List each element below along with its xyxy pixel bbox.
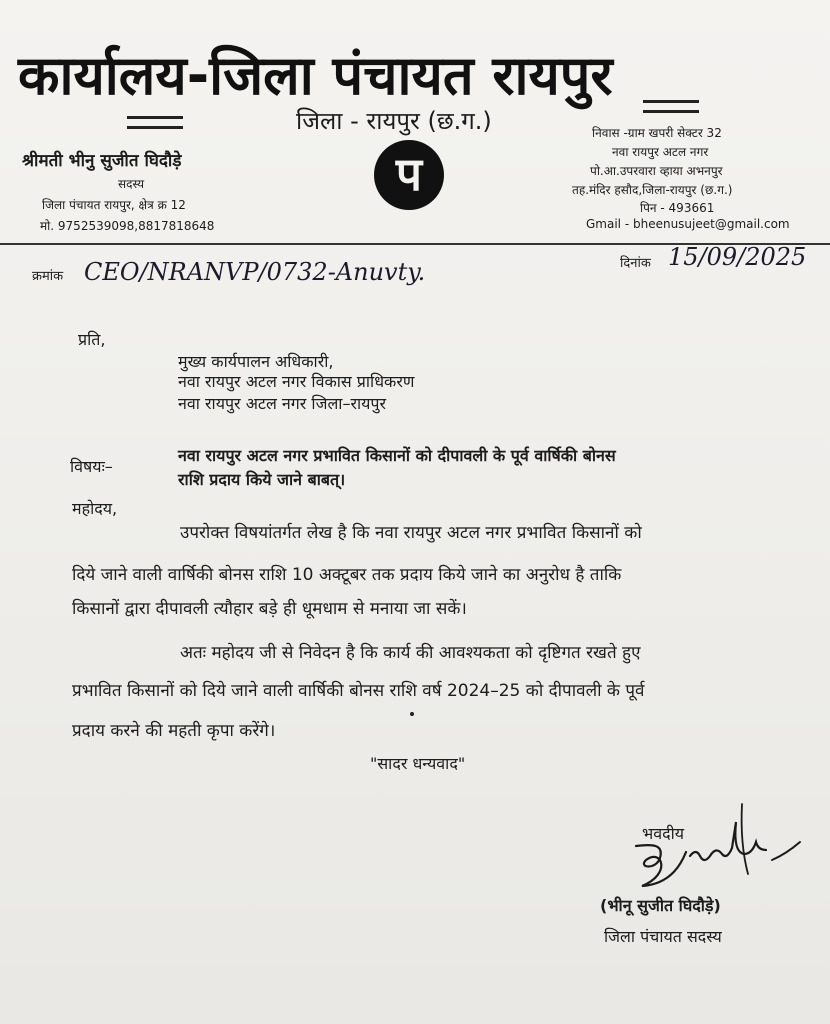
address-line-5: पिन - 493661 [640, 201, 715, 215]
logo-glyph-icon: प [395, 147, 423, 201]
address-line-4: तह.मंदिर हसौद,जिला-रायपुर (छ.ग.) [572, 183, 733, 197]
panchayat-logo [374, 140, 444, 210]
left-double-rule-bottom [127, 126, 183, 129]
subject-line-1: नवा रायपुर अटल नगर प्रभावित किसानों को दीपावली के पूर्व वार्षिकी बोनस [178, 446, 616, 465]
member-role: सदस्य [118, 177, 145, 191]
paragraph-1-line-2: दिये जाने वाली वार्षिकी बोनस राशि 10 अक्टूबर तक प्रदाय किये जाने का अनुरोध है ताकि [72, 565, 622, 585]
ink-dot [410, 712, 414, 716]
office-title: कार्यालय-जिला पंचायत रायपुर [18, 44, 613, 107]
right-double-rule-top [643, 100, 699, 103]
subject-line-2: राशि प्रदाय किये जाने बाबत्। [178, 470, 346, 489]
reference-number: CEO/NRANVP/0732-Anuvty. [84, 258, 426, 286]
district-line: जिला - रायपुर (छ.ग.) [296, 107, 492, 135]
closing-thanks: "सादर धन्यवाद" [370, 754, 466, 773]
recipient-line-1: मुख्य कार्यपालन अधिकारी, [178, 352, 334, 371]
signatory-name: (भीनू सुजीत घिदौड़े) [600, 896, 721, 915]
recipient-line-3: नवा रायपुर अटल नगर जिला–रायपुर [178, 394, 387, 413]
signatory-title: जिला पंचायत सदस्य [604, 927, 722, 946]
member-name: श्रीमती भीनु सुजीत घिदौड़े [22, 151, 182, 171]
paragraph-2-line-1: अतः महोदय जी से निवेदन है कि कार्य की आवश्यकता को दृष्टिगत रखते हुए [180, 643, 641, 663]
address-line-3: पो.आ.उपरवारा व्हाया अभनपुर [590, 164, 723, 178]
left-double-rule-top [127, 116, 183, 119]
recipient-line-2: नवा रायपुर अटल नगर विकास प्राधिकरण [178, 372, 415, 391]
salutation: महोदय, [72, 499, 118, 518]
paragraph-2-line-2: प्रभावित किसानों को दिये जाने वाली वार्षिकी बोनस राशि वर्ष 2024–25 को दीपावली के पूर्व [72, 681, 645, 701]
member-phone: मो. 9752539098,8817818648 [40, 219, 215, 233]
paragraph-1-line-3: किसानों द्वारा दीपावली त्यौहार बड़े ही धूमधाम से मनाया जा सकें। [72, 599, 467, 619]
subject-label: विषयः– [70, 457, 113, 476]
reference-label: क्रमांक [32, 269, 64, 284]
date-label: दिनांक [620, 256, 651, 271]
right-double-rule-bottom [643, 110, 699, 113]
address-line-2: नवा रायपुर अटल नगर [612, 145, 709, 159]
date-value: 15/09/2025 [668, 243, 807, 271]
sincerely-label: भवदीय [642, 824, 685, 843]
address-line-1: निवास -ग्राम खपरी सेक्टर 32 [592, 126, 722, 140]
to-label: प्रति, [78, 330, 106, 349]
address-email: Gmail - bheenusujeet@gmail.com [586, 217, 790, 231]
paragraph-1-line-1: उपरोक्त विषयांतर्गत लेख है कि नवा रायपुर अटल नगर प्रभावित किसानों को [180, 523, 642, 543]
member-office: जिला पंचायत रायपुर, क्षेत्र क्र 12 [42, 198, 186, 212]
paragraph-2-line-3: प्रदाय करने की महती कृपा करेंगे। [72, 721, 276, 741]
